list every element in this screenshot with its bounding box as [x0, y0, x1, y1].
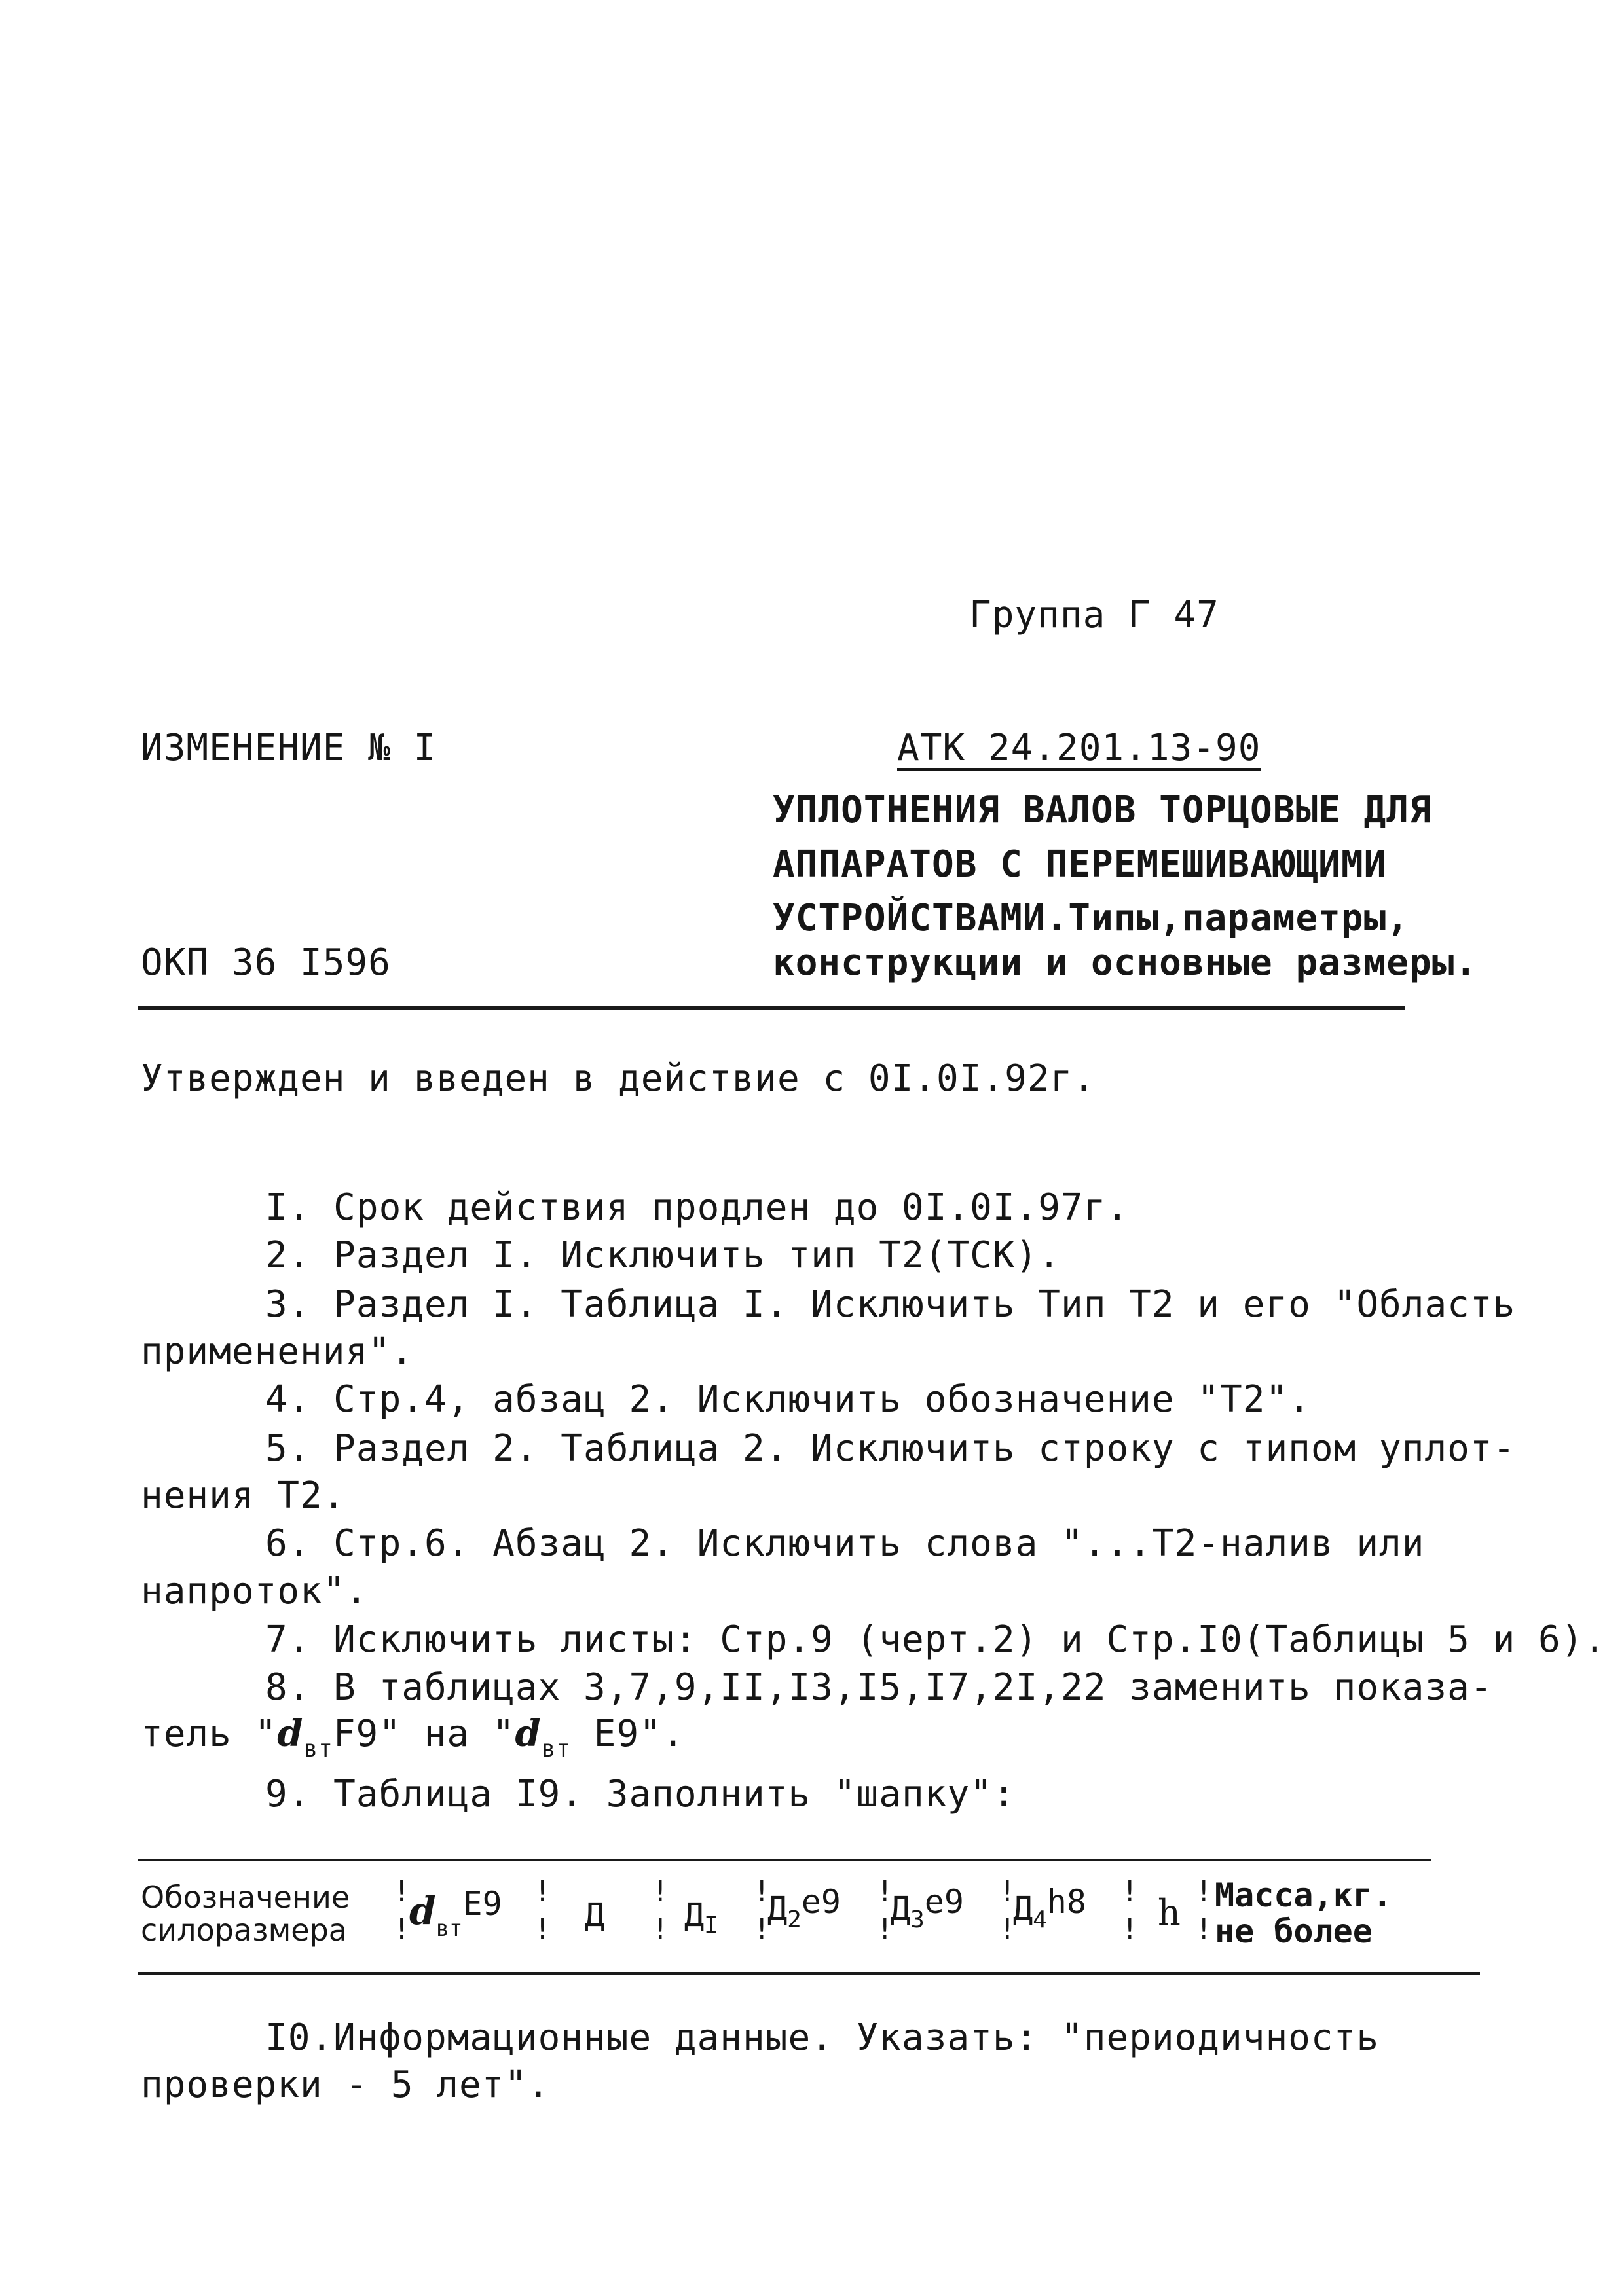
- d3-main: Д: [891, 1889, 911, 1927]
- table-col-d4: [1013, 1883, 1087, 1933]
- document-number: АТК 24.201.13-90: [897, 727, 1261, 769]
- item-5-line-1: 5. Раздел 2. Таблица 2. Исключить строку с типом уплот-: [265, 1427, 1516, 1470]
- table-col-designation-line-2: силоразмера: [141, 1912, 347, 1948]
- header-divider: [138, 1006, 1405, 1010]
- change-number: ИЗМЕНЕНИЕ № I: [141, 727, 437, 769]
- table-col-dvt: [409, 1885, 502, 1942]
- item-8-line-2: [141, 1712, 685, 1762]
- d2-tolerance: е9: [801, 1883, 841, 1921]
- d1-subscript: I: [704, 1912, 718, 1939]
- table-col-mass-line-1: Масса,кг.: [1215, 1876, 1392, 1914]
- title-line-1: УПЛОТНЕНИЯ ВАЛОВ ТОРЦОВЫЕ ДЛЯ: [773, 789, 1432, 831]
- table-separator: !: [1195, 1875, 1213, 1908]
- d-subscript: вт: [303, 1736, 333, 1762]
- table-separator: !: [876, 1912, 894, 1946]
- d3-tolerance: е9: [924, 1883, 965, 1921]
- table-col-d2: [767, 1883, 841, 1933]
- table-col-d: Д: [585, 1896, 605, 1934]
- item-5-line-2: нения Т2.: [141, 1474, 346, 1517]
- item-6-line-1: 6. Стр.6. Абзац 2. Исключить слова "...Т2-налив или: [265, 1522, 1425, 1565]
- table-separator: !: [652, 1912, 669, 1946]
- title-line-2: АППАРАТОВ С ПЕРЕМЕШИВАЮЩИМИ: [773, 843, 1387, 886]
- table-separator: !: [1121, 1912, 1139, 1946]
- table-separator: !: [1121, 1875, 1139, 1908]
- d3-subscript: 3: [910, 1906, 925, 1933]
- d-subscript: вт: [435, 1916, 463, 1942]
- table-top-rule: [138, 1859, 1431, 1861]
- item-2: 2. Раздел I. Исключить тип Т2(ТСК).: [265, 1234, 1061, 1277]
- item-7: 7. Исключить листы: Стр.9 (черт.2) и Стр.I0(Таблицы 5 и 6).: [265, 1618, 1607, 1661]
- table-col-d3: [891, 1883, 965, 1933]
- d-symbol: d: [515, 1712, 542, 1755]
- item-4: 4. Стр.4, абзац 2. Исключить обозначение "Т2".: [265, 1378, 1311, 1421]
- d1-main: Д: [684, 1896, 705, 1934]
- d-symbol: d: [409, 1889, 436, 1933]
- okp-code: ОКП 36 I596: [141, 941, 391, 984]
- table-separator: !: [534, 1912, 551, 1946]
- table-separator: !: [1195, 1912, 1213, 1946]
- dvt-tolerance: Е9: [462, 1885, 502, 1923]
- item-10-line-1: I0.Информационные данные. Указать: "периодичность: [265, 2016, 1380, 2059]
- item-1: I. Срок действия продлен до 0I.0I.97г.: [265, 1186, 1130, 1229]
- d-subscript: вт: [541, 1736, 572, 1762]
- d4-tolerance: h8: [1046, 1883, 1087, 1921]
- table-col-designation-line-1: Обозначение: [141, 1880, 350, 1915]
- table-separator: !: [753, 1875, 771, 1908]
- table-separator: !: [393, 1875, 411, 1908]
- group-label: Группа Г 47: [969, 594, 1219, 636]
- d4-main: Д: [1013, 1889, 1033, 1927]
- item-6-line-2: напроток".: [141, 1570, 369, 1613]
- d2-main: Д: [767, 1889, 788, 1927]
- table-col-mass-line-2: не более: [1215, 1912, 1373, 1950]
- item-3-line-1: 3. Раздел I. Таблица I. Исключить Тип Т2 и его "Область: [265, 1283, 1516, 1326]
- table-separator: !: [753, 1912, 771, 1946]
- d2-subscript: 2: [787, 1906, 802, 1933]
- d4-subscript: 4: [1033, 1906, 1047, 1933]
- title-line-3: УСТРОЙСТВАМИ.Типы,параметры,: [773, 897, 1410, 939]
- table-separator: !: [999, 1875, 1016, 1908]
- table-bottom-rule: [138, 1972, 1480, 1975]
- item-3-line-2: применения".: [141, 1330, 414, 1373]
- item-8-prefix: тель ": [141, 1713, 278, 1755]
- item-8-middle: F9" на ": [333, 1713, 515, 1755]
- d-symbol: d: [277, 1712, 304, 1755]
- table-separator: !: [393, 1912, 411, 1946]
- item-9: 9. Таблица I9. Заполнить "шапку":: [265, 1773, 1016, 1815]
- approval-text: Утвержден и введен в действие с 0I.0I.92г.: [141, 1057, 1096, 1100]
- table-col-h: h: [1158, 1892, 1181, 1933]
- table-separator: !: [876, 1875, 894, 1908]
- table-separator: !: [652, 1875, 669, 1908]
- item-8-end: Е9".: [571, 1713, 685, 1755]
- item-8-line-1: 8. В таблицах 3,7,9,II,I3,I5,I7,2I,22 заменить показа-: [265, 1666, 1493, 1709]
- item-10-line-2: проверки - 5 лет".: [141, 2064, 550, 2106]
- table-separator: !: [534, 1875, 551, 1908]
- title-line-4: конструкции и основные размеры.: [773, 941, 1478, 984]
- table-col-d1: [684, 1896, 718, 1939]
- table-separator: !: [999, 1912, 1016, 1946]
